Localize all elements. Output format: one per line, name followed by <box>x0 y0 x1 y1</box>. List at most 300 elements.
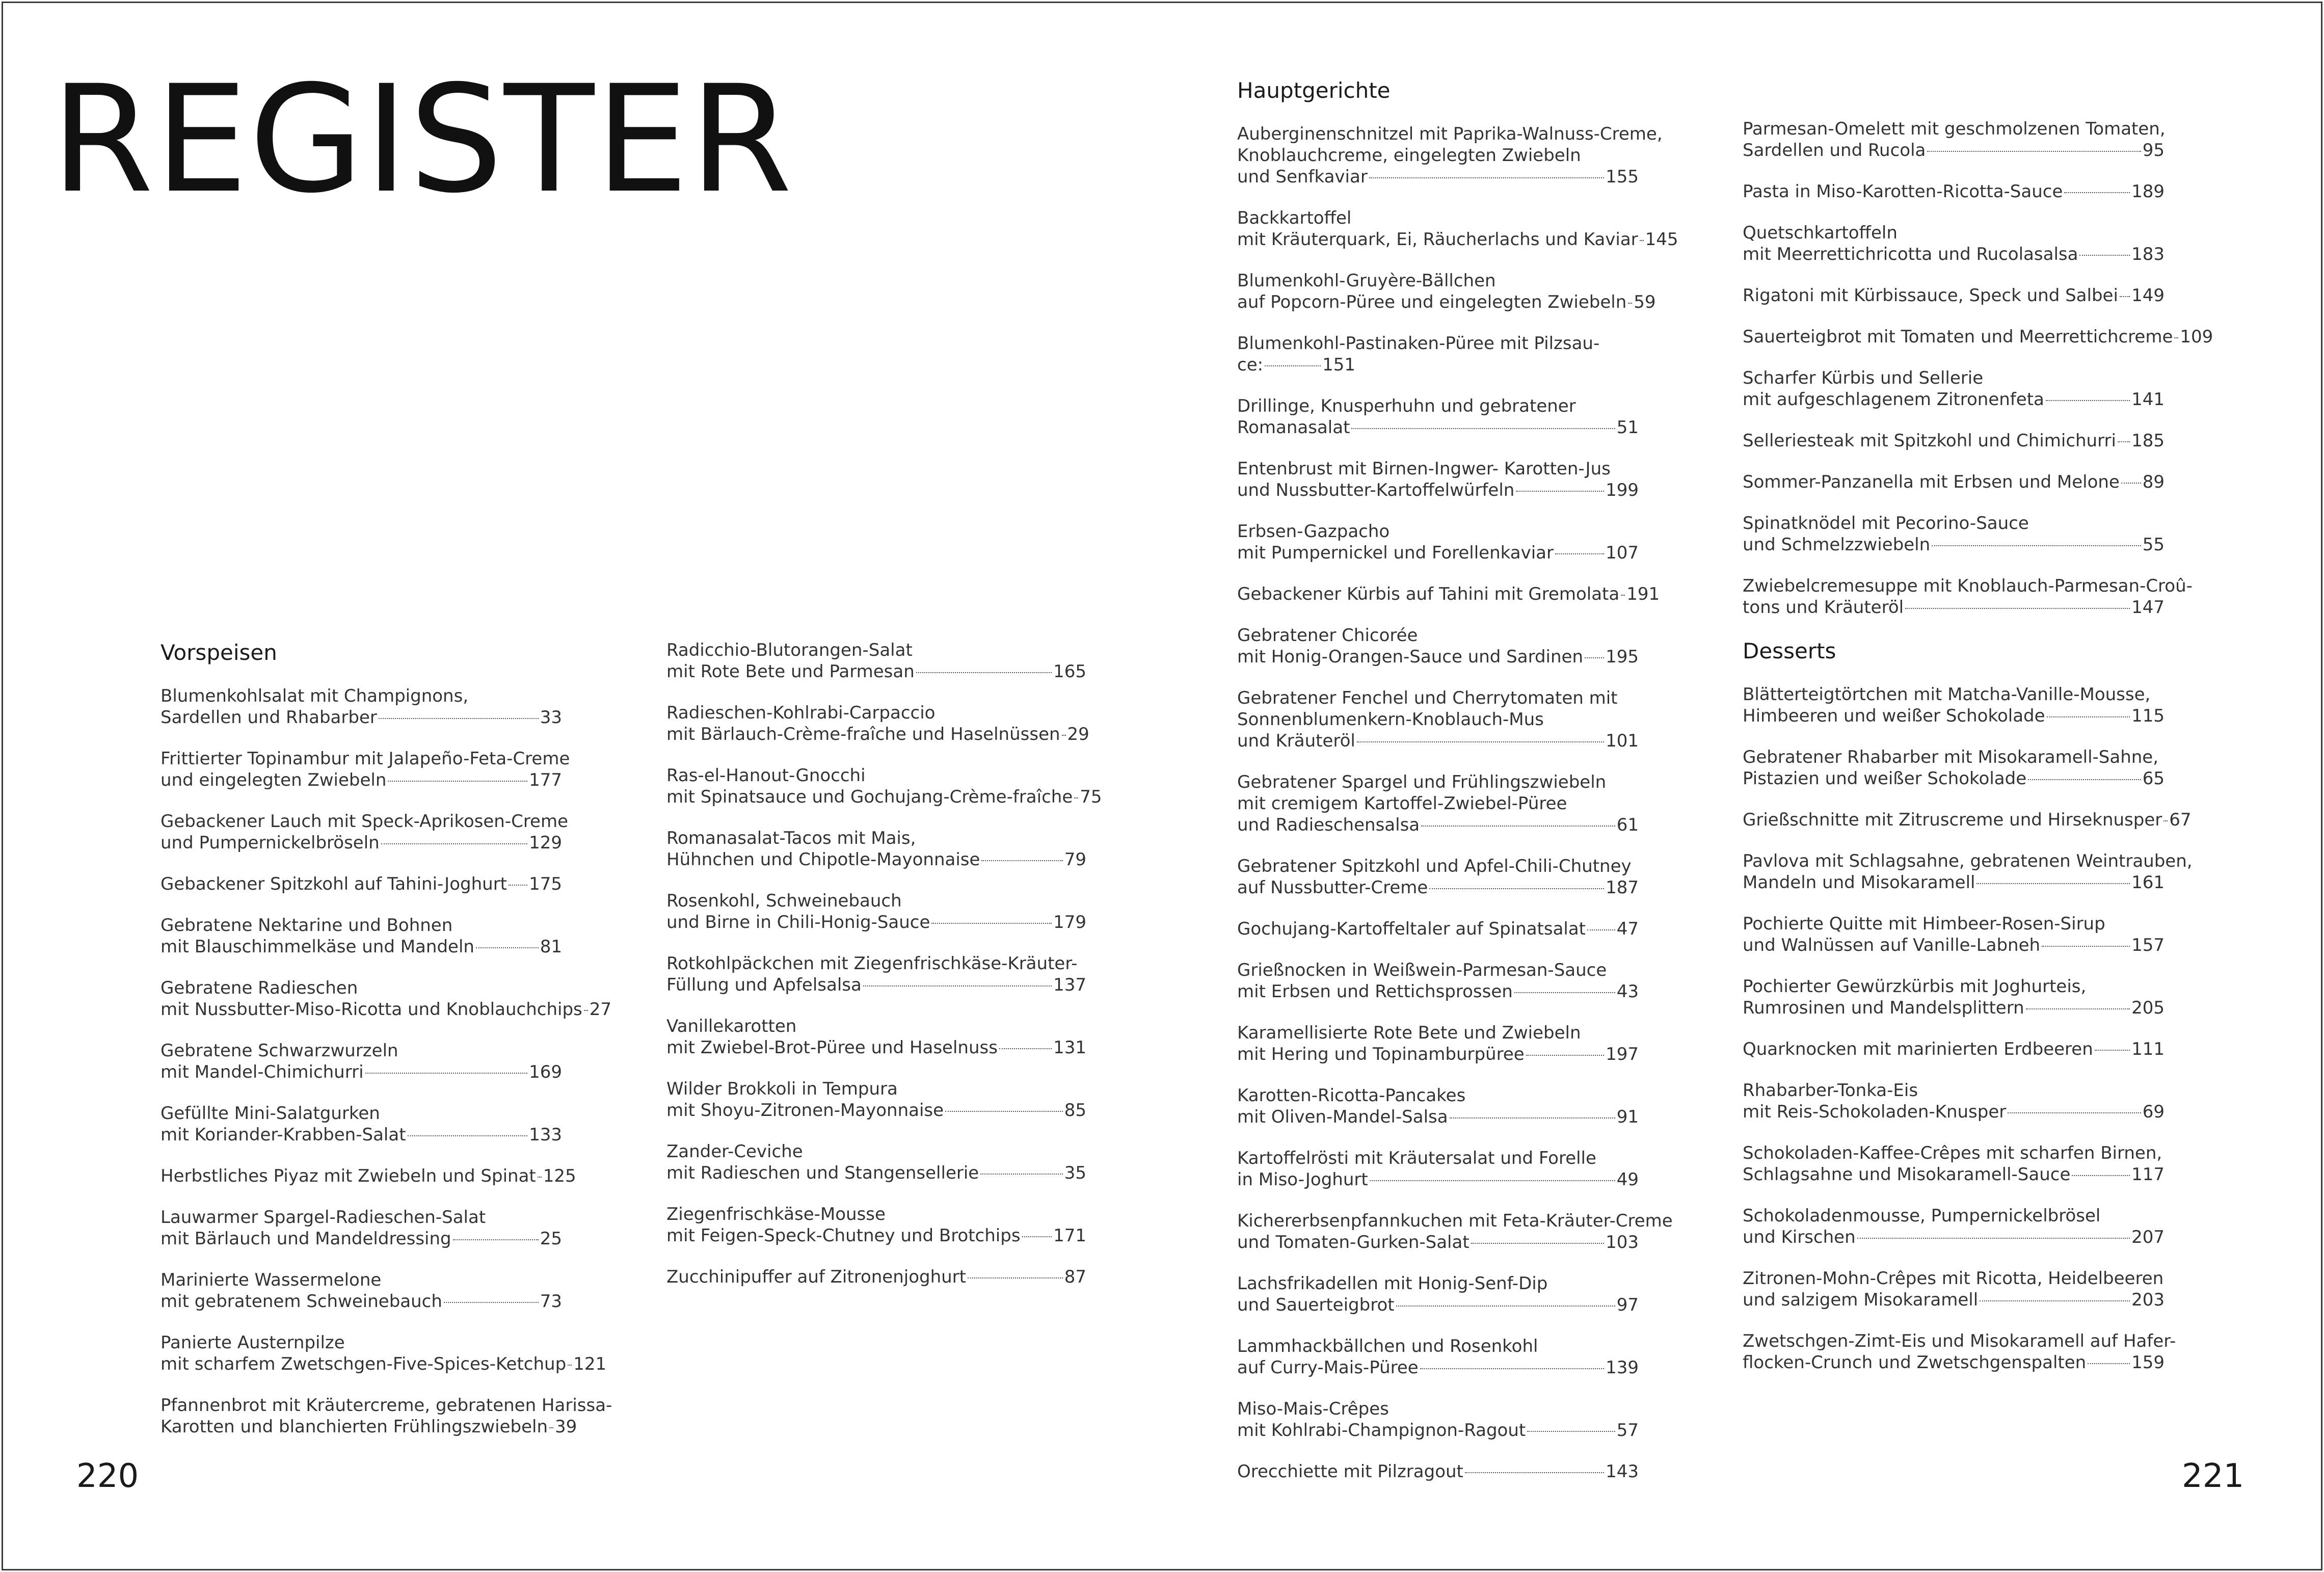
entry-title-line: Rotkohlpäckchen mit Ziegenfrischkäse-Kräuter- <box>666 953 1078 974</box>
entry-last-line <box>666 1162 1086 1184</box>
dot-leader <box>2046 400 2130 401</box>
hauptgerichte-column-2 <box>1743 118 2213 1393</box>
entry-title-line: und Birne in Chili-Honig-Sauce <box>666 912 930 932</box>
dot-leader <box>365 1073 528 1074</box>
entry-title-line: und Kirschen <box>1743 1227 1856 1247</box>
dot-leader <box>538 1177 542 1178</box>
entry-title-line: und eingelegten Zwiebeln <box>161 770 387 790</box>
dot-leader <box>1265 365 1321 366</box>
index-entry <box>161 915 562 957</box>
index-entry <box>1237 1398 1639 1441</box>
entry-last-line <box>1743 997 2165 1019</box>
index-entry <box>1743 1268 2165 1311</box>
entry-last-line <box>1743 597 2165 618</box>
index-entry <box>1743 118 2165 161</box>
entry-last-line <box>1743 1227 2165 1248</box>
entry-title-line: Pochierte Quitte mit Himbeer-Rosen-Sirup <box>1743 914 2105 934</box>
dot-leader <box>1555 553 1604 554</box>
index-entry <box>1743 471 2165 493</box>
entry-title-line: mit Kräuterquark, Ei, Räucherlachs und Kaviar <box>1237 229 1638 250</box>
dot-leader <box>1062 735 1066 736</box>
entry-title-line: Frittierter Topinambur mit Jalapeño-Feta-Creme <box>161 749 570 769</box>
index-entry <box>1237 625 1639 668</box>
dot-leader <box>1587 929 1615 930</box>
entry-title-line: und Senfkaviar <box>1237 167 1368 187</box>
entry-title-line: Mandeln und Misokaramell <box>1743 872 1975 893</box>
entry-last-line <box>1237 166 1639 188</box>
entry-title-line: Pasta in Miso-Karotten-Ricotta-Sauce <box>1743 181 2063 202</box>
entry-title-line: Scharfer Kürbis und Sellerie <box>1743 368 1984 388</box>
dot-leader <box>2026 1008 2130 1009</box>
entry-page-number: 117 <box>2131 1164 2165 1185</box>
entry-page-number: 101 <box>1606 731 1639 751</box>
entry-page-number: 147 <box>2131 597 2165 618</box>
index-entry <box>161 977 612 1020</box>
entry-title-line: Wilder Brokkoli in Tempura <box>666 1079 898 1099</box>
index-entry <box>666 702 1089 745</box>
entry-title-line: und Walnüssen auf Vanille-Labneh <box>1743 935 2041 955</box>
index-entry <box>1743 513 2165 555</box>
entry-title-line: mit Pumpernickel und Forellenkaviar <box>1237 543 1554 563</box>
entry-title-line: mit Erbsen und Rettichsprossen <box>1237 981 1513 1002</box>
entry-page-number: 73 <box>540 1291 562 1312</box>
entry-title-line: Rigatoni mit Kürbissauce, Speck und Salbei <box>1743 285 2118 306</box>
index-entry <box>666 828 1086 870</box>
entry-last-line <box>1743 471 2165 493</box>
index-entry <box>1743 285 2165 306</box>
dot-leader <box>2174 337 2178 338</box>
entry-page-number: 51 <box>1616 417 1639 438</box>
entry-page-number: 207 <box>2131 1227 2165 1247</box>
dot-leader <box>1465 1472 1604 1473</box>
entry-title-line: Quetschkartoffeln <box>1743 223 1898 243</box>
entry-title-line: Gebackener Spitzkohl auf Tahini-Joghurt <box>161 874 507 894</box>
dot-leader <box>1628 303 1632 304</box>
entry-title-line: und Tomaten-Gurken-Salat <box>1237 1232 1470 1253</box>
entry-page-number: 65 <box>2142 768 2165 789</box>
entry-title-line: mit aufgeschlagenem Zitronenfeta <box>1743 389 2044 410</box>
entry-title-line: und Pumpernickelbröseln <box>161 833 380 853</box>
index-entry <box>1743 809 2192 831</box>
entry-last-line <box>1743 326 2213 348</box>
entry-last-line <box>161 1291 562 1312</box>
entry-title-line: Zander-Ceviche <box>666 1141 803 1162</box>
index-entry <box>161 873 562 895</box>
index-entry <box>161 1103 562 1145</box>
dot-leader <box>2088 1363 2130 1364</box>
entry-last-line <box>1237 417 1639 438</box>
entry-title-line: mit cremigem Kartoffel-Zwiebel-Püree <box>1237 793 1567 814</box>
vorspeisen-column-1 <box>161 640 612 1457</box>
entry-title-line: und Radieschensalsa <box>1237 815 1420 835</box>
index-entry <box>1237 771 1639 836</box>
entry-page-number: 85 <box>1064 1100 1086 1121</box>
dot-leader <box>1927 151 2141 152</box>
entry-title-line: Himbeeren und weißer Schokolade <box>1743 706 2045 726</box>
entry-page-number: 189 <box>2131 181 2165 202</box>
desserts-heading: Desserts <box>1743 638 1836 663</box>
entry-title-line: mit Kohlrabi-Champignon-Ragout <box>1237 1420 1526 1441</box>
dot-leader <box>980 1174 1063 1175</box>
index-entry <box>161 1269 562 1312</box>
entry-title-line: mit Bärlauch und Mandeldressing <box>161 1229 451 1249</box>
desserts-list <box>1743 684 2193 1373</box>
entry-last-line <box>1743 935 2165 956</box>
index-entry <box>1237 207 1678 250</box>
index-entry <box>1743 326 2213 348</box>
entry-title-line: Zitronen-Mohn-Crêpes mit Ricotta, Heidelbeeren <box>1743 1268 2164 1289</box>
index-entry <box>1743 1205 2165 1248</box>
dot-leader <box>1074 797 1078 798</box>
entry-last-line <box>1743 181 2165 202</box>
index-entry <box>1237 123 1663 188</box>
entry-last-line <box>1237 354 1639 376</box>
index-entry <box>1743 976 2165 1019</box>
dot-leader <box>2042 946 2130 947</box>
entry-title-line: Knoblauchcreme, eingelegten Zwiebeln <box>1237 145 1581 166</box>
entry-last-line <box>1237 646 1639 668</box>
entry-page-number: 165 <box>1053 661 1086 682</box>
entry-last-line <box>666 786 1102 808</box>
entry-title-line: auf Popcorn-Püree und eingelegten Zwiebeln <box>1237 292 1627 312</box>
entry-title-line: mit Blauschimmelkäse und Mandeln <box>161 937 474 957</box>
entry-page-number: 39 <box>555 1417 577 1437</box>
index-entry <box>1237 1210 1673 1253</box>
entry-last-line <box>1743 872 2165 893</box>
dot-leader <box>1429 888 1604 889</box>
index-entry <box>1237 395 1639 438</box>
entry-last-line <box>161 936 562 957</box>
entry-page-number: 25 <box>540 1229 562 1249</box>
entry-page-number: 55 <box>2142 535 2165 555</box>
entry-last-line <box>1743 285 2165 306</box>
index-entry <box>1237 856 1639 898</box>
entry-title-line: mit Hering und Topinamburpüree <box>1237 1044 1525 1064</box>
dot-leader <box>1980 1300 2130 1301</box>
entry-last-line <box>1743 534 2165 555</box>
index-entry <box>1743 747 2165 789</box>
entry-title-line: Lachsfrikadellen mit Honig-Senf-Dip <box>1237 1273 1548 1294</box>
entry-title-line: Romanasalat <box>1237 417 1350 438</box>
entry-page-number: 187 <box>1606 877 1639 898</box>
entry-title-line: und Schmelzzwiebeln <box>1743 535 1931 555</box>
index-entry <box>161 748 570 791</box>
entry-page-number: 81 <box>540 937 562 957</box>
index-entry <box>1743 367 2165 410</box>
entry-page-number: 35 <box>1064 1163 1086 1183</box>
entry-page-number: 203 <box>2131 1290 2165 1310</box>
dot-leader <box>1621 595 1625 596</box>
entry-title-line: tons und Kräuteröl <box>1743 597 1904 618</box>
dot-leader <box>388 781 527 782</box>
vorspeisen-heading: Vorspeisen <box>161 640 277 665</box>
index-entry <box>161 685 562 728</box>
entry-title-line: Gebratener Spargel und Frühlingszwiebeln <box>1237 772 1607 792</box>
hauptgerichte-column-1 <box>1237 77 1678 1502</box>
entry-last-line <box>1237 1294 1639 1316</box>
entry-page-number: 183 <box>2131 244 2165 264</box>
entry-page-number: 103 <box>1606 1232 1639 1253</box>
index-entry <box>1743 1080 2165 1123</box>
entry-title-line: Rumrosinen und Mandelsplittern <box>1743 998 2024 1018</box>
vorspeisen-list-2 <box>666 640 1102 1288</box>
entry-title-line: Spinatknödel mit Pecorino-Sauce <box>1743 513 2029 534</box>
entry-page-number: 49 <box>1616 1169 1639 1190</box>
dot-leader <box>2163 820 2168 821</box>
entry-title-line: Parmesan-Omelett mit geschmolzenen Tomaten, <box>1743 119 2166 139</box>
dot-leader <box>1421 825 1615 827</box>
entry-title-line: mit Feigen-Speck-Chutney und Brotchips <box>666 1225 1021 1246</box>
dot-leader <box>1396 1305 1615 1307</box>
index-entry <box>1237 270 1656 313</box>
index-entry <box>666 1016 1086 1058</box>
entry-title-line: Ras-el-Hanout-Gnocchi <box>666 765 866 786</box>
entry-page-number: 133 <box>529 1125 562 1145</box>
entry-page-number: 157 <box>2131 935 2165 955</box>
entry-last-line <box>161 1353 607 1375</box>
entry-title-line: mit Nussbutter-Miso-Ricotta und Knoblauchchips <box>161 999 582 1020</box>
entry-last-line <box>1237 1420 1639 1441</box>
entry-page-number: 87 <box>1064 1267 1086 1287</box>
entry-title-line: flocken-Crunch und Zwetschgenspalten <box>1743 1352 2087 1373</box>
entry-page-number: 97 <box>1616 1295 1639 1315</box>
dot-leader <box>2028 779 2141 780</box>
entry-page-number: 111 <box>2131 1039 2165 1059</box>
dot-leader <box>509 885 527 886</box>
entry-title-line: Entenbrust mit Birnen-Ingwer- Karotten-Jus <box>1237 459 1611 479</box>
index-entry <box>1237 458 1639 501</box>
hauptgerichte-list-1 <box>1237 123 1678 1482</box>
entry-page-number: 137 <box>1053 975 1086 995</box>
dot-leader <box>1370 1180 1615 1181</box>
dot-leader <box>945 1111 1063 1112</box>
dot-leader <box>1905 608 2130 609</box>
entry-last-line <box>1743 140 2165 161</box>
index-entry <box>1743 430 2165 451</box>
entry-title-line: Sardellen und Rucola <box>1743 140 1926 161</box>
index-entry <box>1743 1330 2176 1373</box>
entry-title-line: Selleriesteak mit Spitzkohl und Chimichurri <box>1743 431 2116 451</box>
entry-page-number: 91 <box>1616 1107 1639 1127</box>
entry-title-line: Sonnenblumenkern-Knoblauch-Mus <box>1237 709 1544 730</box>
entry-page-number: 177 <box>529 770 562 790</box>
entry-title-line: Blätterteigtörtchen mit Matcha-Vanille-Mousse, <box>1743 684 2151 705</box>
entry-last-line <box>1743 389 2165 410</box>
dot-leader <box>931 923 1052 924</box>
dot-leader <box>916 672 1052 673</box>
entry-page-number: 43 <box>1616 981 1639 1002</box>
entry-title-line: Romanasalat-Tacos mit Mais, <box>666 828 916 848</box>
index-entry <box>161 1207 562 1249</box>
index-entry <box>161 1040 562 1083</box>
hauptgerichte-list-2 <box>1743 118 2213 618</box>
dot-leader <box>2064 192 2130 193</box>
page-number-left: 220 <box>76 1457 139 1495</box>
dot-leader <box>549 1427 553 1428</box>
entry-page-number: 89 <box>2142 472 2165 492</box>
entry-page-number: 197 <box>1606 1044 1639 1064</box>
entry-title-line: Zwetschgen-Zimt-Eis und Misokaramell auf Hafer- <box>1743 1331 2176 1351</box>
entry-last-line <box>1743 809 2192 831</box>
entry-page-number: 57 <box>1616 1420 1639 1441</box>
entry-last-line <box>161 1416 577 1437</box>
entry-title-line: Zucchinipuffer auf Zitronenjoghurt <box>666 1267 966 1287</box>
index-entry <box>1743 181 2165 202</box>
entry-title-line: mit scharfem Zwetschgen-Five-Spices-Ketchup <box>161 1354 567 1374</box>
index-entry <box>1237 960 1639 1002</box>
index-entry <box>1237 687 1639 752</box>
entry-title-line: Karotten-Ricotta-Pancakes <box>1237 1085 1466 1106</box>
entry-page-number: 169 <box>529 1062 562 1082</box>
entry-title-line: Schokoladenmousse, Pumpernickelbrösel <box>1743 1206 2101 1226</box>
entry-title-line: mit Rote Bete und Parmesan <box>666 661 915 682</box>
index-entry <box>1743 850 2193 893</box>
entry-last-line <box>1237 1044 1639 1065</box>
entry-title-line: Orecchiette mit Pilzragout <box>1237 1461 1463 1482</box>
dot-leader <box>1471 1243 1604 1244</box>
index-entry <box>1743 1142 2165 1185</box>
entry-page-number: 141 <box>2131 389 2165 410</box>
dot-leader <box>1450 1117 1615 1118</box>
entry-title-line: Lammhackbällchen und Rosenkohl <box>1237 1336 1538 1356</box>
entry-last-line <box>1743 768 2165 789</box>
entry-page-number: 59 <box>1634 292 1656 312</box>
entry-last-line <box>161 1165 576 1187</box>
dot-leader <box>444 1302 539 1303</box>
entry-last-line <box>161 999 612 1020</box>
entry-title-line: Backkartoffel <box>1237 208 1352 228</box>
dot-leader <box>1585 657 1604 658</box>
dot-leader <box>2120 296 2130 297</box>
entry-title-line: Radicchio-Blutorangen-Salat <box>666 640 913 660</box>
entry-last-line <box>666 724 1089 745</box>
entry-title-line: Rosenkohl, Schweinebauch <box>666 891 902 911</box>
entry-title-line: Gefüllte Mini-Salatgurken <box>161 1103 380 1124</box>
dot-leader <box>2095 1050 2130 1051</box>
dot-leader <box>2072 1175 2130 1176</box>
entry-last-line <box>1237 1461 1639 1482</box>
entry-last-line <box>1237 814 1639 836</box>
entry-title-line: Karotten und blanchierten Frühlingszwiebeln <box>161 1417 548 1437</box>
entry-last-line <box>1743 244 2165 265</box>
entry-page-number: 143 <box>1606 1461 1639 1482</box>
entry-title-line: Lauwarmer Spargel-Radieschen-Salat <box>161 1207 486 1228</box>
entry-title-line: Gebratener Rhabarber mit Misokaramell-Sahne, <box>1743 747 2159 767</box>
entry-page-number: 155 <box>1606 167 1639 187</box>
entry-last-line <box>161 707 562 728</box>
entry-page-number: 185 <box>2131 431 2165 451</box>
entry-title-line: mit Mandel-Chimichurri <box>161 1062 364 1082</box>
entry-title-line: mit Zwiebel-Brot-Püree und Haselnuss <box>666 1037 998 1058</box>
entry-page-number: 107 <box>1606 543 1639 563</box>
dot-leader <box>1640 240 1644 241</box>
entry-title-line: Hühnchen und Chipotle-Mayonnaise <box>666 849 980 870</box>
entry-page-number: 95 <box>2142 140 2165 161</box>
index-entry <box>1237 1336 1639 1378</box>
dot-leader <box>584 1010 588 1011</box>
index-entry <box>161 1332 607 1375</box>
dot-leader <box>2008 1112 2141 1113</box>
entry-title-line: mit Shoyu-Zitronen-Mayonnaise <box>666 1100 944 1121</box>
entry-last-line <box>1743 705 2165 727</box>
entry-title-line: mit Honig-Orangen-Sauce und Sardinen <box>1237 647 1584 667</box>
entry-last-line <box>666 849 1086 870</box>
dot-leader <box>1516 491 1604 492</box>
index-entry <box>161 811 569 854</box>
entry-page-number: 195 <box>1606 647 1639 667</box>
dot-leader <box>408 1135 528 1136</box>
entry-title-line: und Kräuteröl <box>1237 731 1355 751</box>
entry-title-line: Rhabarber-Tonka-Eis <box>1743 1080 1918 1101</box>
entry-page-number: 131 <box>1053 1037 1086 1058</box>
entry-title-line: mit Koriander-Krabben-Salat <box>161 1125 406 1145</box>
entry-title-line: mit Oliven-Mandel-Salsa <box>1237 1107 1448 1127</box>
entry-title-line: Schlagsahne und Misokaramell-Sauce <box>1743 1164 2071 1185</box>
page-title: REGISTER <box>51 54 793 226</box>
entry-title-line: Blumenkohl-Gruyère-Bällchen <box>1237 271 1496 291</box>
entry-last-line <box>666 1100 1086 1121</box>
dot-leader <box>568 1365 572 1366</box>
entry-page-number: 79 <box>1064 849 1086 870</box>
index-entry <box>161 1395 612 1437</box>
index-entry <box>1743 684 2165 727</box>
index-entry <box>1237 521 1639 564</box>
entry-page-number: 139 <box>1606 1357 1639 1378</box>
dot-leader <box>379 718 539 719</box>
entry-last-line <box>1237 229 1678 250</box>
entry-last-line <box>161 832 562 854</box>
entry-last-line <box>1237 1169 1639 1190</box>
dot-leader <box>863 985 1052 987</box>
entry-title-line: mit Bärlauch-Crème-fraîche und Haselnüssen <box>666 724 1060 744</box>
entry-title-line: Ziegenfrischkäse-Mousse <box>666 1204 886 1224</box>
entry-title-line: mit gebratenem Schweinebauch <box>161 1291 442 1312</box>
entry-title-line: Gebratene Radieschen <box>161 978 358 998</box>
entry-last-line <box>666 1037 1086 1058</box>
entry-title-line: Kartoffelrösti mit Kräutersalat und Forelle <box>1237 1148 1596 1168</box>
entry-last-line <box>1237 981 1639 1002</box>
entry-title-line: mit Radieschen und Stangensellerie <box>666 1163 979 1183</box>
entry-title-line: und Sauerteigbrot <box>1237 1295 1395 1315</box>
entry-page-number: 61 <box>1616 815 1639 835</box>
entry-last-line <box>1743 1101 2165 1123</box>
index-entry <box>1237 1022 1639 1065</box>
entry-title-line: ce: <box>1237 355 1264 375</box>
entry-title-line: Sommer-Panzanella mit Erbsen und Melone <box>1743 472 2120 492</box>
index-entry <box>1237 1085 1639 1128</box>
entry-page-number: 29 <box>1067 724 1089 744</box>
entry-page-number: 121 <box>573 1354 607 1374</box>
dot-leader <box>381 843 527 844</box>
dot-leader <box>2047 716 2130 717</box>
entry-page-number: 151 <box>1322 355 1355 375</box>
entry-last-line <box>161 1061 562 1083</box>
vorspeisen-column-2 <box>666 640 1102 1308</box>
entry-title-line: Gochujang-Kartoffeltaler auf Spinatsalat <box>1237 919 1586 939</box>
entry-last-line <box>666 974 1086 996</box>
entry-page-number: 115 <box>2131 706 2165 726</box>
entry-last-line <box>1237 542 1639 564</box>
entry-page-number: 175 <box>529 874 562 894</box>
entry-page-number: 109 <box>2180 327 2213 347</box>
entry-last-line <box>1237 1357 1639 1378</box>
entry-last-line <box>161 1124 562 1145</box>
dot-leader <box>968 1277 1063 1278</box>
entry-title-line: Gebackener Kürbis auf Tahini mit Gremolata <box>1237 584 1620 604</box>
index-entry <box>666 1141 1086 1184</box>
index-entry <box>666 890 1086 933</box>
hauptgerichte-heading: Hauptgerichte <box>1237 78 1391 103</box>
